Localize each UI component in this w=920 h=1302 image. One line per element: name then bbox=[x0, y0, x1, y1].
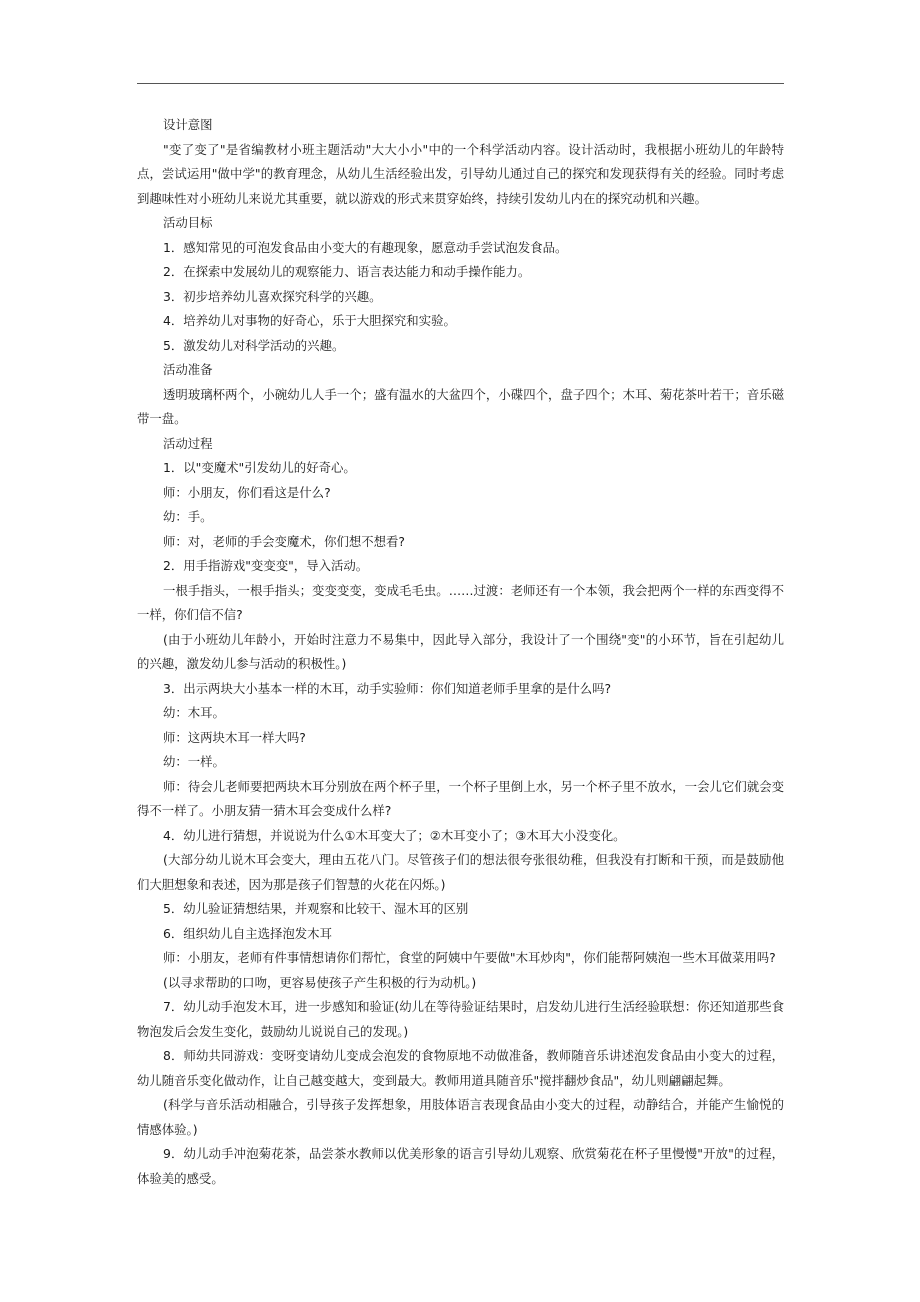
heading-activity-preparation: 活动准备 bbox=[163, 362, 213, 377]
heading-activity-goals: 活动目标 bbox=[163, 215, 213, 230]
step-item: 1．以"变魔术"引发幼儿的好奇心。 bbox=[163, 460, 356, 475]
commentary-note: (以寻求帮助的口吻，更容易使孩子产生积极的行为动机。) bbox=[163, 974, 477, 990]
step-item: 5．幼儿验证猜想结果，并观察和比较干、湿木耳的区别 bbox=[163, 901, 469, 916]
commentary-note: (科学与音乐活动相融合，引导孩子发挥想象，用肢体语言表现食品由小变大的过程，动静结合，并能产生愉悦的情感体验。) bbox=[137, 1097, 784, 1137]
dialogue-line: 师：这两块木耳一样大吗? bbox=[163, 729, 306, 745]
dialogue-line: 幼：手。 bbox=[163, 509, 213, 524]
commentary-note: (大部分幼儿说木耳会变大，理由五花八门。尽管孩子们的想法很夸张很幼稚，但我没有打断和干预，而是鼓励他们大胆想象和表述，因为那是孩子们智慧的火花在闪烁。) bbox=[137, 852, 784, 892]
step-item: 8．师幼共同游戏：变呀变请幼儿变成会泡发的食物原地不动做准备，教师随音乐讲述泡发食品由小变大的过程，幼儿随音乐变化做动作，让自己越变越大，变到最大。教师用道具随音乐"搅拌翻炒食品"，幼儿则翩翩起舞。 bbox=[137, 1048, 784, 1088]
goal-item: 3．初步培养幼儿喜欢探究科学的兴趣。 bbox=[163, 288, 382, 304]
header-rule bbox=[137, 83, 784, 84]
paragraph: 一根手指头，一根手指头；变变变变，变成毛毛虫。……过渡：老师还有一个本领，我会把两个一样的东西变得不一样，你们信不信? bbox=[137, 582, 784, 622]
heading-activity-process: 活动过程 bbox=[163, 435, 213, 451]
step-item: 3．出示两块大小基本一样的木耳，动手实验师：你们知道老师手里拿的是什么吗? bbox=[163, 680, 612, 696]
dialogue-line: 幼：木耳。 bbox=[163, 705, 225, 720]
step-item: 7．幼儿动手泡发木耳，进一步感知和验证(幼儿在等待验证结果时，启发幼儿进行生活经验联想：你还知道那些食物泡发后会发生变化，鼓励幼儿说说自己的发现。) bbox=[137, 999, 784, 1039]
dialogue-line: 师：待会儿老师要把两块木耳分别放在两个杯子里，一个杯子里倒上水，另一个杯子里不放水，一会儿它们就会变得不一样了。小朋友猜一猜木耳会变成什么样? bbox=[137, 778, 784, 818]
dialogue-line: 幼：一样。 bbox=[163, 754, 225, 769]
dialogue-line: 师：对，老师的手会变魔术，你们想不想看? bbox=[163, 533, 405, 549]
step-item: 9．幼儿动手冲泡菊花茶，品尝茶水教师以优美形象的语言引导幼儿观察、欣赏菊花在杯子里慢慢"开放"的过程，体验美的感受。 bbox=[137, 1146, 784, 1186]
dialogue-line: 师：小朋友，你们看这是什么? bbox=[163, 484, 331, 500]
document-body bbox=[137, 113, 784, 1191]
goal-item: 4．培养幼儿对事物的好奇心，乐于大胆探究和实验。 bbox=[163, 313, 456, 328]
step-item: 6．组织幼儿自主选择泡发木耳 bbox=[163, 925, 332, 941]
paragraph: 透明玻璃杯两个，小碗幼儿人手一个；盛有温水的大盆四个，小碟四个，盘子四个；木耳、菊花茶叶若干；音乐磁带一盘。 bbox=[137, 386, 784, 426]
goal-item: 5．激发幼儿对科学活动的兴趣。 bbox=[163, 337, 345, 353]
paragraph: "变了变了"是省编教材小班主题活动"大大小小"中的一个科学活动内容。设计活动时，我根据小班幼儿的年龄特点，尝试运用"做中学"的教育理念，从幼儿生活经验出发，引导幼儿通过自己的探究和发现获得有关的经验。同时考虑到趣味性对小班幼儿来说尤其重要，就以游戏的形式来贯穿始终，持续引发幼儿内在的探究动机和兴趣。 bbox=[137, 141, 784, 206]
step-item: 4．幼儿进行猜想，并说说为什么①木耳变大了；②木耳变小了；③木耳大小没变化。 bbox=[163, 827, 626, 843]
goal-item: 2．在探索中发展幼儿的观察能力、语言表达能力和动手操作能力。 bbox=[163, 264, 531, 279]
heading-design-intent: 设计意图 bbox=[163, 117, 213, 132]
commentary-note: (由于小班幼儿年龄小，开始时注意力不易集中，因此导入部分，我设计了一个围绕"变"的小环节，旨在引起幼儿的兴趣，激发幼儿参与活动的积极性。) bbox=[137, 631, 784, 671]
dialogue-line: 师：小朋友，老师有件事情想请你们帮忙，食堂的阿姨中午要做"木耳炒肉"，你们能帮阿姨泡一些木耳做菜用吗? bbox=[163, 950, 776, 965]
step-item: 2．用手指游戏"变变变"，导入活动。 bbox=[163, 558, 369, 573]
goal-item: 1．感知常见的可泡发食品由小变大的有趣现象，愿意动手尝试泡发食品。 bbox=[163, 239, 568, 255]
